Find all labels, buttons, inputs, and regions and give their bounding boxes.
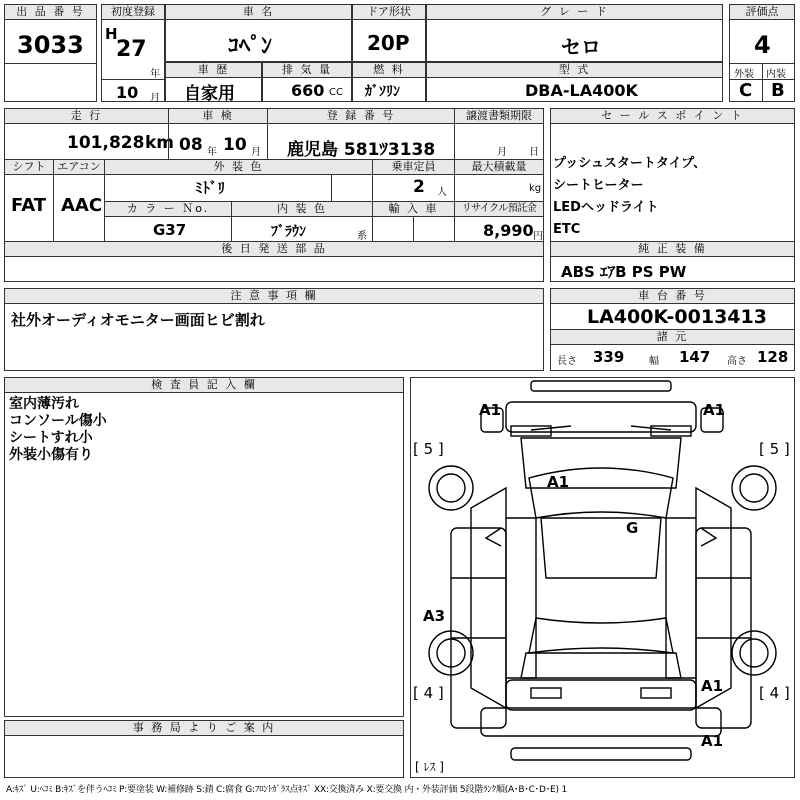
- caution-box: [4, 288, 544, 371]
- interior-color-unit: 系: [357, 231, 367, 242]
- lot-box: [4, 4, 97, 102]
- history: 自家用: [184, 84, 235, 104]
- fuel-box: [352, 62, 426, 102]
- mark-tire-front-right: [ 5 ]: [759, 440, 790, 458]
- mark-tire-rear-right: [ 4 ]: [759, 684, 790, 702]
- ac-label: エアコン: [54, 160, 104, 175]
- caution-label: 注 意 事 項 欄: [5, 289, 543, 304]
- height: 128: [757, 348, 789, 366]
- equipment: ABS ｴｱB PS PW: [561, 263, 687, 281]
- mark-rear-right: A1: [701, 677, 724, 695]
- score: 4: [754, 31, 771, 59]
- inspection-month: 10: [223, 135, 247, 155]
- reg-no: 鹿児島 581ﾂ3138: [287, 140, 436, 160]
- model-box: [426, 62, 723, 102]
- mark-tire-rear-left: [ 4 ]: [413, 684, 444, 702]
- era: H: [105, 25, 118, 43]
- capacity-unit: 人: [437, 187, 447, 198]
- transfer-month-unit: 月: [497, 147, 507, 158]
- width: 147: [679, 348, 711, 366]
- interior-color: ﾌﾞﾗｳﾝ: [271, 224, 306, 240]
- mark-spare-tire: [ ﾚｽ ]: [415, 760, 444, 774]
- score-label: 評価点: [730, 5, 794, 20]
- color-label: 外 装 色: [105, 160, 372, 175]
- history-box: [165, 62, 262, 102]
- mileage-unit: km: [145, 133, 175, 153]
- import-label: 輸 入 車: [373, 202, 454, 217]
- equipment-label: 純 正 装 備: [551, 242, 794, 257]
- load-label: 最大積載量: [455, 160, 543, 175]
- recycle-label: リサイクル預託金: [455, 202, 543, 217]
- door-type: 20P: [367, 31, 410, 55]
- displacement-label: 排 気 量: [263, 63, 351, 78]
- mileage: 101,828: [67, 133, 145, 153]
- exterior-grade: C: [739, 80, 753, 101]
- first-registration-label: 初度登録: [102, 5, 164, 20]
- length-label: 長さ: [557, 356, 577, 367]
- interior-color-label: 内 装 色: [232, 202, 372, 217]
- inspector-notes: 室内薄汚れ コンソール傷小 シートすれ小 外装小傷有り: [9, 396, 107, 463]
- color-no: G37: [153, 221, 187, 239]
- door-box: [352, 4, 426, 62]
- month-unit: 月: [150, 93, 160, 104]
- first-registration-box: [101, 4, 165, 102]
- inspection-month-unit: 月: [251, 147, 261, 158]
- capacity: 2: [413, 177, 425, 197]
- chassis-number: LA400K-0013413: [587, 306, 767, 328]
- displacement: 660: [291, 81, 325, 100]
- recycle: 8,990: [483, 221, 534, 240]
- interior-label: 内装: [766, 69, 786, 80]
- height-label: 高さ: [727, 356, 747, 367]
- legend: A:ｷｽﾞ U:ﾍｺﾐ B:ｷｽﾞを伴うﾍｺﾐ P:要塗装 W:補修跡 S:錆 C:腐食 G:ﾌﾛﾝﾄｶﾞﾗｽ点ｷｽﾞ XX:交換済み X:要交換 内・外装評価 5段階ﾗﾝｸ順(A･B･C･D･E) 1: [6, 785, 567, 795]
- car-name: ｺﾍﾟﾝ: [228, 34, 273, 59]
- sales-points-box: [550, 108, 795, 282]
- grade-label: グ レ ー ド: [427, 5, 722, 20]
- first-reg-year: 27: [116, 37, 147, 62]
- capacity-label: 乗車定員: [373, 160, 454, 175]
- ac: AAC: [61, 195, 103, 216]
- shift-label: シフト: [5, 160, 53, 175]
- score-box: [729, 4, 795, 102]
- fuel: ｶﾞｿﾘﾝ: [365, 84, 400, 100]
- mark-tire-front-left: [ 5 ]: [413, 440, 444, 458]
- displacement-unit: CC: [329, 87, 343, 98]
- inspection-label: 車 検: [169, 109, 267, 124]
- dims-label: 諸 元: [551, 330, 794, 345]
- exterior-color: ﾐﾄﾞﾘ: [195, 179, 226, 197]
- reg-no-label: 登 録 番 号: [268, 109, 454, 124]
- model: DBA-LA400K: [525, 81, 638, 100]
- shift: FAT: [11, 195, 47, 216]
- width-label: 幅: [649, 356, 659, 367]
- transfer-label: 譲渡書類期限: [455, 109, 543, 124]
- mark-front-bumper-right: A1: [703, 401, 726, 419]
- inspection-year-unit: 年: [207, 147, 217, 158]
- inspector-label: 検 査 員 記 入 欄: [5, 378, 403, 393]
- length: 339: [593, 348, 625, 366]
- mark-hood: A1: [547, 473, 570, 491]
- sales-points: プッシュスタートタイプ、 シートヒーター LEDヘッドライト ETC: [553, 156, 707, 237]
- recycle-unit: 円: [533, 231, 543, 242]
- mark-rear-bumper: A1: [701, 732, 724, 750]
- car-name-box: [165, 4, 352, 62]
- car-diagram: [411, 378, 794, 777]
- chassis-label: 車 台 番 号: [551, 289, 794, 304]
- displacement-box: [262, 62, 352, 102]
- model-label: 型 式: [427, 63, 722, 78]
- color-no-label: カ ラ ー Ｎo.: [105, 202, 231, 217]
- lot-number: 3033: [17, 31, 84, 59]
- mark-front-bumper-left: A1: [479, 401, 502, 419]
- caution-text: 社外オーディオモニター画面ヒビ割れ: [11, 311, 265, 329]
- mileage-label: 走 行: [5, 109, 168, 124]
- interior-grade: B: [771, 80, 785, 101]
- office-label: 事 務 局 よ り ご 案 内: [5, 721, 403, 736]
- car-name-label: 車 名: [166, 5, 351, 20]
- grade: セロ: [561, 35, 601, 59]
- door-label: ドア形状: [353, 5, 425, 20]
- lot-label: 出 品 番 号: [5, 5, 96, 20]
- vehicle-info-block: [4, 108, 544, 282]
- year-unit: 年: [150, 69, 160, 80]
- chassis-box: [550, 288, 795, 371]
- load-unit: kg: [529, 183, 542, 194]
- inspector-box: [4, 377, 404, 717]
- car-diagram-box: [410, 377, 795, 778]
- sales-points-label: セ ー ル ス ポ イ ン ト: [551, 109, 794, 124]
- fuel-label: 燃 料: [353, 63, 425, 78]
- first-reg-month: 10: [116, 83, 139, 102]
- later-parts-label: 後 日 発 送 部 品: [5, 242, 543, 257]
- inspection-year: 08: [179, 135, 203, 155]
- exterior-label: 外装: [734, 69, 754, 80]
- transfer-day-unit: 日: [529, 147, 539, 158]
- grade-box: [426, 4, 723, 62]
- mark-left-side: A3: [423, 607, 446, 625]
- office-box: [4, 720, 404, 778]
- history-label: 車 歴: [166, 63, 261, 78]
- mark-windshield: G: [626, 519, 639, 537]
